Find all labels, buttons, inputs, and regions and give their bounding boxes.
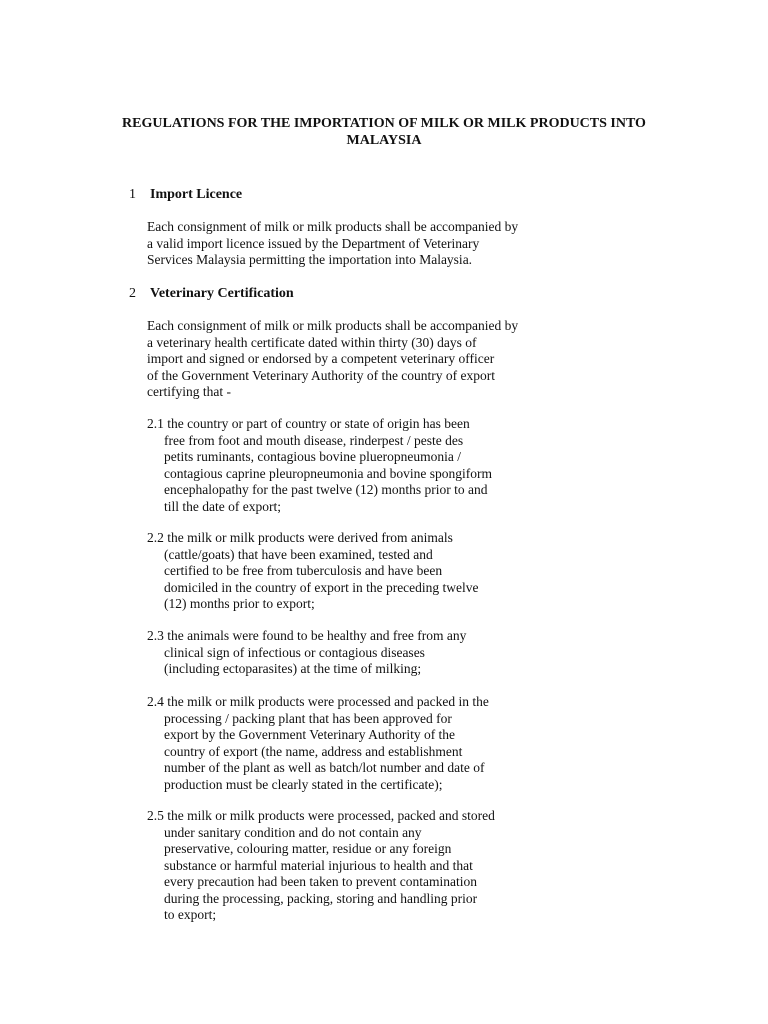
clause-2-5 (147, 808, 495, 924)
clause-line: to export; (164, 907, 217, 922)
clause-line: substance or harmful material injurious to health and that (164, 857, 473, 873)
paragraph-line: of the Government Veterinary Authority of the country of export (147, 367, 496, 383)
section-number: 2 (129, 286, 136, 301)
clause-line: 2.5 the milk or milk products were processed, packed and stored (147, 808, 495, 823)
clause-line: 2.2 the milk or milk products were derived from animals (147, 530, 453, 545)
section-number: 1 (129, 187, 136, 202)
clause-line: every precaution had been taken to prevent contamination (164, 874, 477, 889)
clause-line: domiciled in the country of export in the preceding twelve (164, 579, 479, 595)
section-heading-veterinary-certification (129, 285, 294, 302)
paragraph-line: import and signed or endorsed by a competent veterinary officer (147, 351, 495, 366)
clause-line: country of export (the name, address and establishment (164, 743, 463, 759)
clause-line: processing / packing plant that has been approved for (164, 710, 452, 726)
paragraph-line: certifying that - (147, 384, 231, 399)
paragraph-line: Services Malaysia permitting the importation into Malaysia. (147, 252, 473, 267)
clause-2-4 (147, 694, 489, 793)
clause-line: 2.1 the country or part of country or state of origin has been (147, 416, 470, 431)
paragraph-line: a veterinary health certificate dated within thirty (30) days of (147, 334, 477, 350)
clause-line: during the processing, packing, storing and handling prior (164, 890, 478, 906)
section-heading-import-licence (129, 186, 242, 203)
title-line: REGULATIONS FOR THE IMPORTATION OF MILK OR MILK PRODUCTS INTO (122, 116, 646, 131)
section-body-veterinary-certification (147, 318, 518, 401)
clause-line: (12) months prior to export; (164, 596, 315, 611)
section-heading-label: Import Licence (150, 187, 243, 202)
clause-line: free from foot and mouth disease, rinderpest / peste des (164, 432, 464, 448)
clause-line: encephalopathy for the past twelve (12) months prior to and (164, 482, 488, 497)
clause-line: 2.3 the animals were found to be healthy and free from any (147, 628, 467, 643)
clause-line: contagious caprine pleuropneumonia and bovine spongiform (164, 465, 493, 481)
paragraph-line: a valid import licence issued by the Department of Veterinary (147, 235, 480, 251)
clause-line: preservative, colouring matter, residue or any foreign (164, 841, 452, 856)
paragraph-line: Each consignment of milk or milk products shall be accompanied by (147, 318, 519, 333)
clause-line: under sanitary condition and do not contain any (164, 824, 422, 840)
clause-2-3 (147, 628, 466, 678)
clause-line: 2.4 the milk or milk products were processed and packed in the (147, 694, 489, 709)
section-heading-label: Veterinary Certification (150, 286, 294, 301)
paragraph-line: Each consignment of milk or milk products shall be accompanied by (147, 219, 519, 234)
clause-line: number of the plant as well as batch/lot number and date of (164, 760, 485, 775)
document-title (100, 115, 668, 149)
title-line: MALAYSIA (346, 133, 422, 148)
clause-line: export by the Government Veterinary Authority of the (164, 727, 456, 742)
clause-line: production must be clearly stated in the certificate); (164, 776, 443, 792)
clause-line: petits ruminants, contagious bovine plueropneumonia / (164, 449, 461, 464)
clause-2-1 (147, 416, 492, 515)
clause-line: (including ectoparasites) at the time of milking; (164, 661, 422, 676)
section-body-import-licence (147, 219, 518, 269)
clause-line: certified to be free from tuberculosis and have been (164, 563, 443, 578)
clause-line: (cattle/goats) that have been examined, tested and (164, 546, 433, 562)
clause-line: till the date of export; (164, 498, 281, 514)
clause-line: clinical sign of infectious or contagious diseases (164, 644, 425, 660)
clause-2-2 (147, 530, 479, 613)
